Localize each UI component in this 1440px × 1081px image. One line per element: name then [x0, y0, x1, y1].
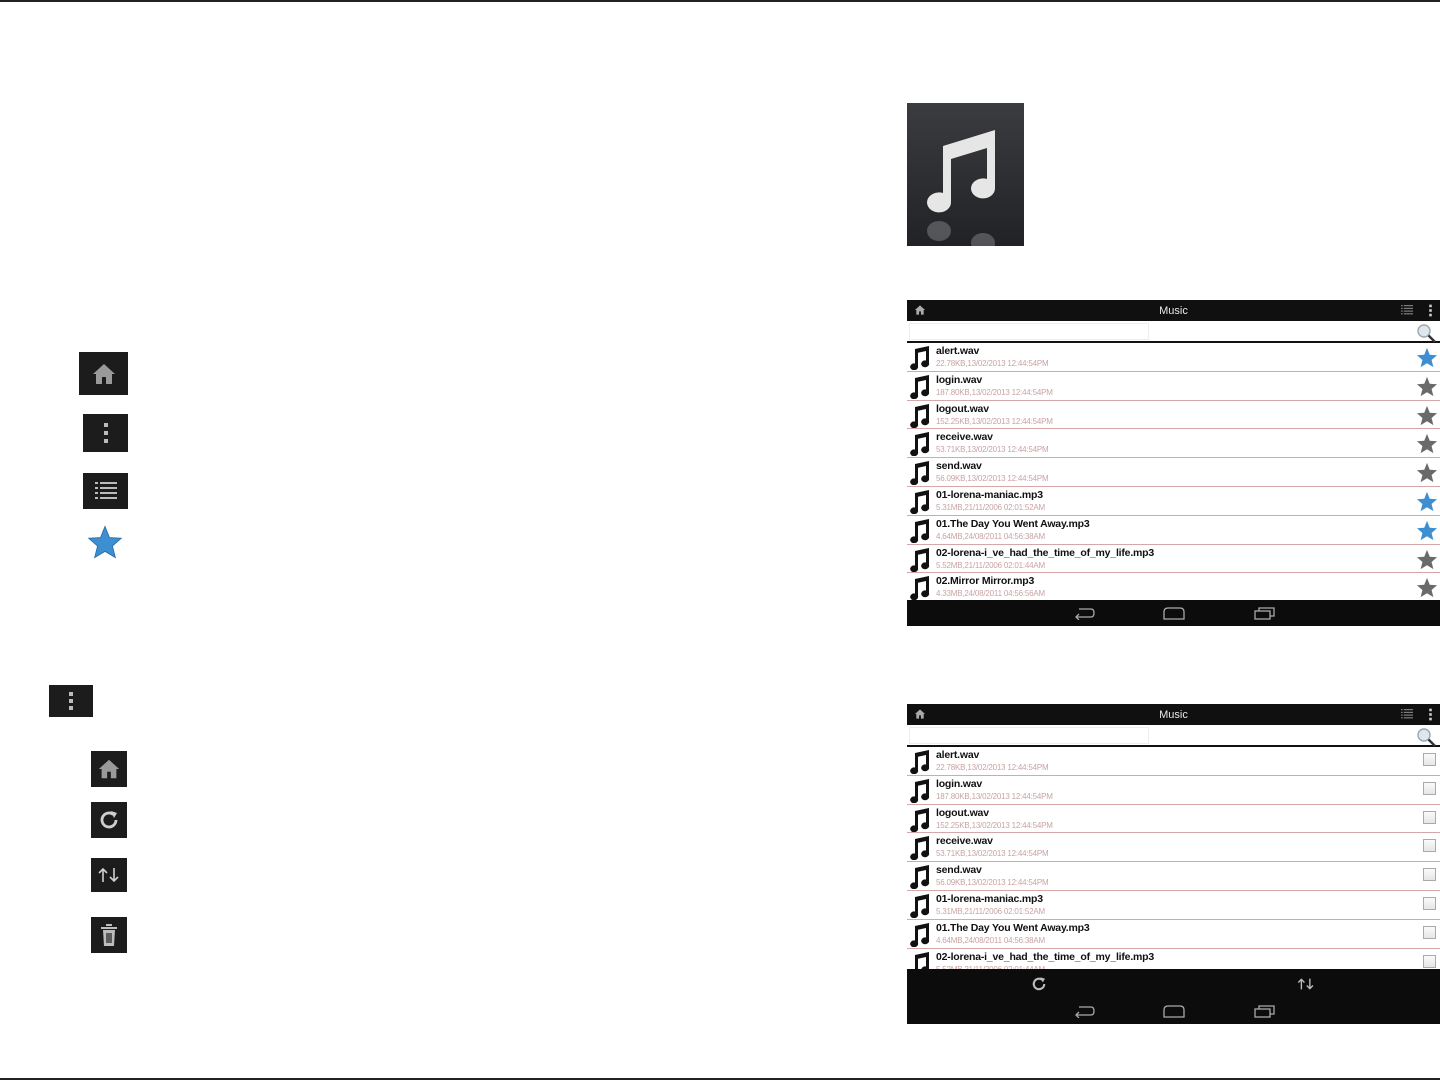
- search-input[interactable]: [909, 727, 1149, 744]
- music-file-icon: [909, 750, 931, 779]
- select-checkbox[interactable]: [1423, 811, 1436, 824]
- file-meta: 187.80KB,13/02/2013 12:44:54PM: [936, 791, 1053, 801]
- list-view-icon[interactable]: [1401, 304, 1413, 316]
- list-item[interactable]: [907, 545, 1440, 574]
- bottom-rule: [0, 1078, 1440, 1080]
- file-meta: 22.78KB,13/02/2013 12:44:54PM: [936, 763, 1049, 772]
- music-screen-favorites: [907, 300, 1440, 626]
- music-file-icon: [909, 375, 931, 404]
- recent-apps-icon[interactable]: [1254, 606, 1276, 620]
- file-meta: 5.52MB,21/11/2006 02:01:44AM: [936, 560, 1046, 570]
- system-nav-bar: [907, 998, 1440, 1024]
- file-name: 01-lorena-maniac.mp3: [936, 488, 1043, 501]
- file-meta: 22.78KB,13/02/2013 12:44:54PM: [936, 359, 1049, 368]
- list-item[interactable]: [907, 458, 1440, 487]
- file-meta: 56.09KB,13/02/2013 12:44:54PM: [936, 474, 1049, 484]
- search-bar: [907, 321, 1440, 343]
- file-name: 02-lorena-i_ve_had_the_time_of_my_life.mp3: [936, 950, 1155, 963]
- refresh-icon[interactable]: [1030, 975, 1048, 993]
- file-name: 01-lorena-maniac.mp3: [936, 892, 1043, 905]
- file-name: receive.wav: [936, 431, 993, 444]
- music-file-icon: [909, 894, 931, 923]
- recent-apps-icon[interactable]: [1254, 1004, 1276, 1018]
- file-name: send.wav: [936, 864, 982, 877]
- list-item[interactable]: [907, 573, 1440, 602]
- music-file-icon: [909, 865, 931, 894]
- search-icon[interactable]: [1416, 727, 1436, 747]
- bottom-action-bar: [907, 969, 1440, 998]
- search-bar: [907, 725, 1440, 747]
- music-file-icon: [909, 548, 931, 577]
- file-name: logout.wav: [936, 806, 989, 819]
- sort-arrows-icon[interactable]: [1296, 977, 1316, 991]
- file-name: 01.The Day You Went Away.mp3: [936, 517, 1090, 530]
- file-name: logout.wav: [936, 402, 989, 415]
- file-meta: 53.71KB,13/02/2013 12:44:54PM: [936, 849, 1049, 859]
- list-item[interactable]: [907, 372, 1440, 401]
- file-name: 02.Mirror Mirror.mp3: [936, 575, 1035, 588]
- star-icon[interactable]: [1416, 462, 1438, 488]
- select-checkbox[interactable]: [1423, 839, 1436, 852]
- action-bar: [907, 300, 1440, 321]
- menu-button-icon: [49, 685, 93, 717]
- music-file-icon: [909, 519, 931, 548]
- music-file-icon: [909, 808, 931, 837]
- file-meta: 56.09KB,13/02/2013 12:44:54PM: [936, 878, 1049, 888]
- list-item[interactable]: [907, 776, 1440, 805]
- music-file-icon: [909, 461, 931, 490]
- legend-menu-dots-icon: [83, 414, 128, 452]
- file-meta: 152.25KB,13/02/2013 12:44:54PM: [936, 820, 1053, 830]
- music-file-icon: [909, 346, 931, 375]
- favorite-star-icon[interactable]: [1416, 347, 1438, 373]
- select-checkbox[interactable]: [1423, 926, 1436, 939]
- select-checkbox[interactable]: [1423, 782, 1436, 795]
- star-icon[interactable]: [1416, 376, 1438, 402]
- music-file-icon: [909, 404, 931, 433]
- file-name: alert.wav: [936, 345, 980, 357]
- music-file-icon: [909, 836, 931, 865]
- file-name: login.wav: [936, 373, 983, 386]
- file-name: receive.wav: [936, 835, 993, 848]
- favorite-star-icon[interactable]: [1416, 491, 1438, 517]
- menu-home-icon: [91, 751, 127, 787]
- file-meta: 187.80KB,13/02/2013 12:44:54PM: [936, 387, 1053, 397]
- music-file-icon: [909, 923, 931, 952]
- list-item[interactable]: [907, 833, 1440, 862]
- music-file-icon: [909, 490, 931, 519]
- list-item[interactable]: [907, 891, 1440, 920]
- menu-dots-icon[interactable]: [1428, 304, 1433, 317]
- home-nav-icon[interactable]: [1163, 1004, 1185, 1018]
- system-nav-bar: [907, 600, 1440, 626]
- screen-title: Music: [1159, 305, 1188, 317]
- star-icon[interactable]: [1416, 549, 1438, 575]
- list-item[interactable]: [907, 401, 1440, 430]
- select-checkbox[interactable]: [1423, 753, 1436, 766]
- list-item[interactable]: [907, 920, 1440, 949]
- file-list: [907, 343, 1440, 602]
- list-item[interactable]: [907, 862, 1440, 891]
- list-item[interactable]: [907, 805, 1440, 834]
- menu-trash-icon: [91, 917, 127, 953]
- back-icon[interactable]: [1073, 606, 1095, 620]
- music-file-icon: [909, 779, 931, 808]
- list-item[interactable]: [907, 487, 1440, 516]
- file-meta: 152.25KB,13/02/2013 12:44:54PM: [936, 416, 1053, 426]
- file-name: 02-lorena-i_ve_had_the_time_of_my_life.mp3: [936, 546, 1155, 559]
- file-name: alert.wav: [936, 749, 980, 761]
- star-icon[interactable]: [1416, 405, 1438, 431]
- menu-sort-arrows-icon: [91, 858, 127, 892]
- action-bar: [907, 704, 1440, 725]
- list-view-icon[interactable]: [1401, 708, 1413, 720]
- menu-dots-icon[interactable]: [1428, 708, 1433, 721]
- top-rule: [0, 0, 1440, 2]
- list-item[interactable]: [907, 747, 1440, 776]
- list-item[interactable]: [907, 429, 1440, 458]
- file-list: [907, 747, 1440, 977]
- favorite-star-icon[interactable]: [1416, 520, 1438, 546]
- legend-star-icon: [85, 522, 125, 562]
- select-checkbox[interactable]: [1423, 897, 1436, 910]
- list-item[interactable]: [907, 516, 1440, 545]
- file-name: 01.The Day You Went Away.mp3: [936, 921, 1090, 934]
- file-meta: 4.33MB,24/08/2011 04:56:56AM: [936, 589, 1046, 599]
- file-meta: 53.71KB,13/02/2013 12:44:54PM: [936, 445, 1049, 455]
- back-icon[interactable]: [1073, 1004, 1095, 1018]
- file-name: login.wav: [936, 777, 983, 790]
- legend-list-view-icon: [83, 473, 128, 509]
- list-item[interactable]: [907, 343, 1440, 372]
- screen-title: Music: [1159, 709, 1188, 721]
- file-name: send.wav: [936, 460, 982, 473]
- file-meta: 4.64MB,24/08/2011 04:56:38AM: [936, 531, 1046, 541]
- search-input[interactable]: [909, 323, 1149, 340]
- search-icon[interactable]: [1416, 323, 1436, 343]
- music-screen-select: [907, 704, 1440, 1024]
- select-checkbox[interactable]: [1423, 868, 1436, 881]
- music-app-icon: [907, 103, 1024, 246]
- file-meta: 4.64MB,24/08/2011 04:56:38AM: [936, 935, 1046, 945]
- file-meta: 5.31MB,21/11/2006 02:01:52AM: [936, 502, 1046, 512]
- star-icon[interactable]: [1416, 433, 1438, 459]
- home-nav-icon[interactable]: [1163, 606, 1185, 620]
- menu-refresh-icon: [91, 802, 127, 838]
- music-file-icon: [909, 432, 931, 461]
- legend-home-icon: [79, 352, 128, 395]
- file-meta: 5.31MB,21/11/2006 02:01:52AM: [936, 906, 1046, 916]
- select-checkbox[interactable]: [1423, 955, 1436, 968]
